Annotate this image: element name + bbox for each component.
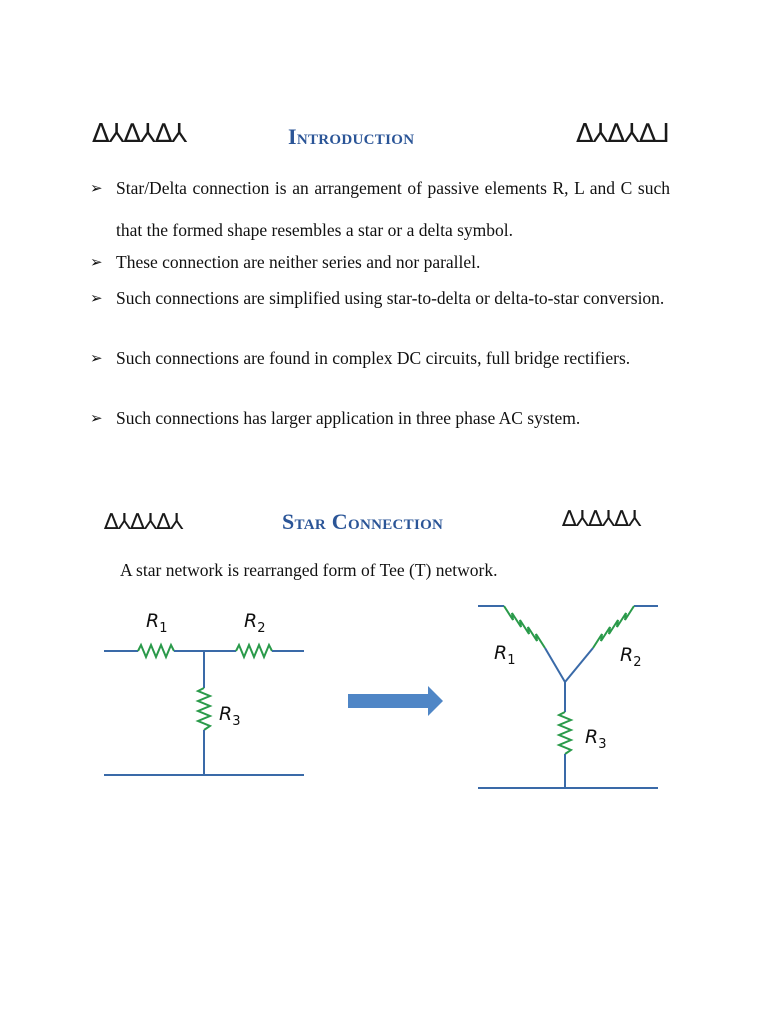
bullet-arrow-icon: ➢ — [90, 253, 103, 271]
bullet-arrow-icon: ➢ — [90, 349, 103, 367]
bullet-text: Such connections are found in complex DC circuits, full bridge rectifiers. — [116, 348, 631, 368]
intro-deco-right: Δ⅄∆⅄∆⅃ — [576, 119, 669, 149]
tee-resistor-r3 — [198, 688, 210, 730]
bullet-text: Star/Delta connection is an arrangement of passive elements R, L and C such that the formed shape resembles a star or a delta symbol. — [116, 178, 670, 240]
star-heading: Star Connection — [282, 509, 444, 534]
tee-label-r2: $R_2$ — [244, 610, 266, 636]
star-network — [478, 606, 658, 788]
star-resistor-r2 — [593, 606, 634, 648]
bullet-arrow-icon: ➢ — [90, 409, 103, 427]
star-deco-right: ∆⅄∆⅄∆⅄ — [562, 507, 641, 532]
bullet-text: Such connections are simplified using star-to-delta or delta-to-star conversion. — [116, 288, 665, 308]
star-resistor-r3 — [559, 712, 571, 754]
star-label-r2: $R_2$ — [620, 644, 642, 670]
bullet-text: Such connections has larger application in three phase AC system. — [116, 408, 581, 428]
bullet-text: These connection are neither series and nor parallel. — [116, 252, 481, 272]
star-intro-text: A star network is rearranged form of Tee (T) network. — [120, 560, 498, 580]
tee-resistor-r2 — [236, 645, 272, 657]
bullet-arrow-icon: ➢ — [90, 289, 103, 307]
star-deco-left: ∆⅄∆⅄∆⅄ — [104, 510, 183, 535]
intro-heading: Introduction — [288, 124, 415, 149]
star-resistor-r1 — [504, 606, 545, 648]
star-label-r3: $R_3$ — [585, 726, 607, 752]
bullet-arrow-icon: ➢ — [90, 179, 103, 197]
tee-label-r1: $R_1$ — [146, 610, 168, 636]
star-wire-left-arm — [545, 648, 565, 682]
tee-network — [104, 610, 304, 775]
tee-resistor-r1 — [138, 645, 174, 657]
tee-label-r3: $R_3$ — [219, 703, 241, 729]
intro-deco-left: Δ⅄∆⅄∆⅄ — [92, 119, 187, 149]
star-wire-right-arm — [565, 648, 593, 682]
star-label-r1: $R_1$ — [494, 642, 516, 668]
transform-arrow-icon — [348, 686, 443, 716]
